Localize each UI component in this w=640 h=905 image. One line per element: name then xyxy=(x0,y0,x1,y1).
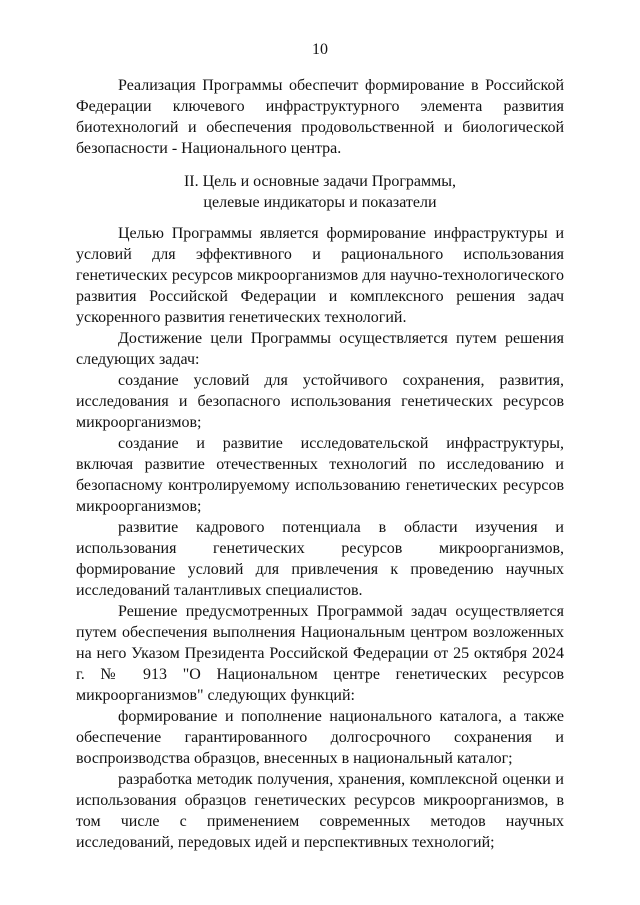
paragraph-task-2: создание и развитие исследовательской инфраструктуры, включая развитие отечественных технологий по исследованию и безопасному контролируемому использованию генетических ресурсов микроорганизмов; xyxy=(76,435,564,515)
paragraph-task-1: создание условий для устойчивого сохранения, развития, исследования и безопасного использования генетических ресурсов микроорганизмов; xyxy=(76,372,564,431)
section-heading-line-2: целевые индикаторы и показатели xyxy=(203,194,437,211)
paragraph-function-1: формирование и пополнение национального каталога, а также обеспечение гарантированного долгосрочного сохранения и воспроизводства образцов, внесенных в национальный каталог; xyxy=(76,708,564,767)
spacer xyxy=(76,159,564,171)
paragraph-functions-intro: Решение предусмотренных Программой задач осуществляется путем обеспечения выполнения Национальным центром возложенных на него Указом Президента Российской Федерации от 25 октября 2024 г. № 913 "О Национальном центре генетических ресурсов микроорганизмов" следующих функций: xyxy=(76,603,564,704)
document-body xyxy=(76,75,564,853)
section-heading xyxy=(76,171,564,213)
spacer xyxy=(76,213,564,223)
intro-paragraph: Реализация Программы обеспечит формирование в Российской Федерации ключевого инфраструктурного элемента развития биотехнологий и обеспечения продовольственной и биологической безопасности - Национального центра. xyxy=(76,77,564,157)
paragraph-function-2: разработка методик получения, хранения, комплексной оценки и использования образцов генетических ресурсов микроорганизмов, в том числе с применением современных методов научных исследований, передовых идей и перспективных технологий; xyxy=(76,771,564,851)
section-heading-line-1: II. Цель и основные задачи Программы, xyxy=(183,173,457,190)
paragraph-tasks-intro: Достижение цели Программы осуществляется путем решения следующих задач: xyxy=(76,330,564,368)
paragraph-goal: Целью Программы является формирование инфраструктуры и условий для эффективного и рационального использования генетических ресурсов микроорганизмов для научно-технологического развития Российской Федерации и комплексного решения задач ускоренного развития генетических технологий. xyxy=(76,225,564,326)
paragraph-task-3: развитие кадрового потенциала в области изучения и использования генетических ресурсов микроорганизмов, формирование условий для привлечения к проведению научных исследований талантливых специалистов. xyxy=(76,519,564,599)
page-number: 10 xyxy=(312,41,328,58)
